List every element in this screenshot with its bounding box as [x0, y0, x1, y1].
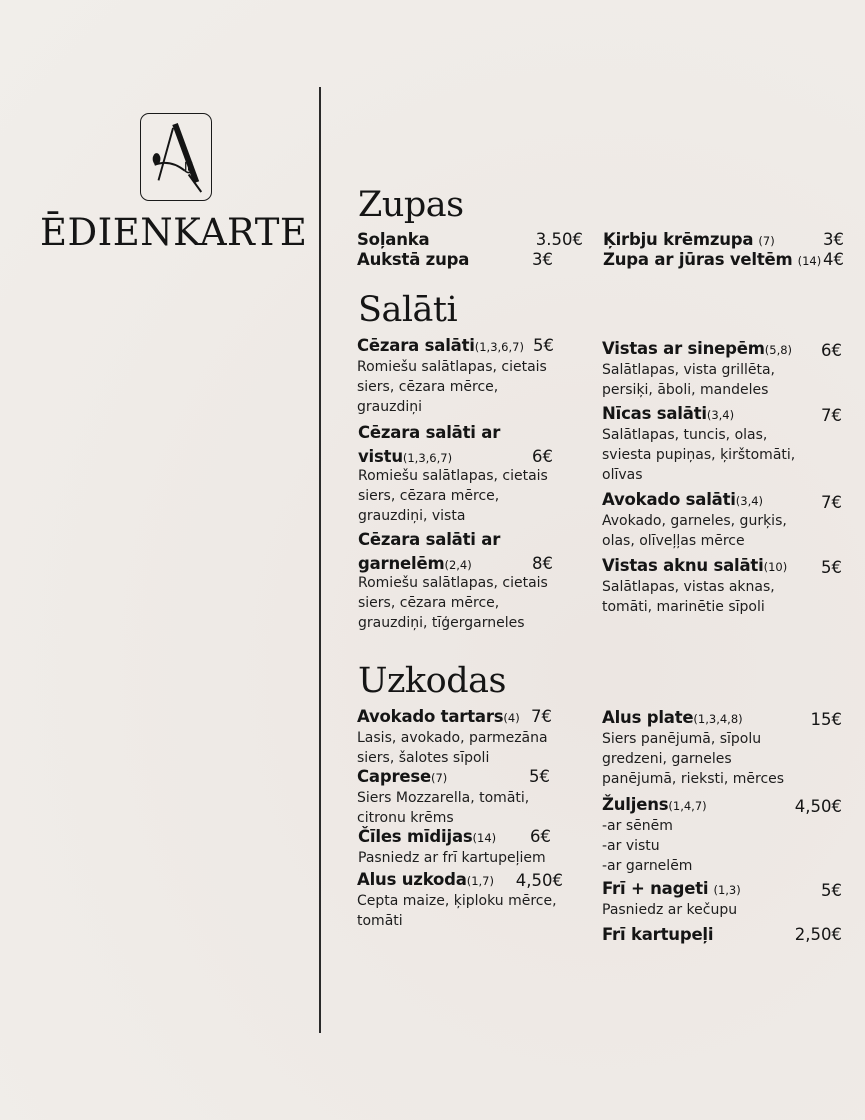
item-name: Žuljens: [602, 795, 669, 814]
menu-item: [357, 336, 554, 417]
item-allergens: (3,4): [735, 494, 764, 508]
menu-item: [603, 250, 844, 271]
item-price: 15€: [810, 710, 842, 729]
item-price: 4,50€: [515, 871, 563, 890]
menu-item: [602, 490, 842, 551]
menu-item: [602, 879, 842, 920]
menu-item: [358, 530, 553, 633]
item-description: Siers panējumā, sīpolu gredzeni, garneles panējumā, rieksti, mērces: [602, 731, 785, 787]
item-allergens: (4): [503, 711, 520, 725]
section-title-salati: Salāti: [358, 290, 458, 330]
vertical-divider: [319, 87, 321, 1033]
item-allergens: (1,3): [713, 883, 741, 897]
menu-item: [602, 795, 842, 876]
menu-item: [603, 230, 844, 251]
item-description: Cepta maize, ķiploku mērce, tomāti: [357, 893, 557, 929]
item-description: Avokado, garneles, gurķis, olas, olīveļļas mērce: [602, 513, 787, 549]
item-name: Avokado tartars: [357, 707, 504, 726]
menu-item: [357, 870, 563, 931]
item-price: 4€: [823, 250, 844, 269]
item-allergens: (1,7): [466, 874, 494, 888]
item-description: Lasis, avokado, parmezāna siers, šalotes sīpoli: [357, 730, 548, 766]
item-allergens: (14): [797, 254, 822, 268]
item-price: 5€: [529, 767, 550, 786]
menu-item: [357, 250, 553, 270]
item-allergens: (2,4): [444, 558, 472, 572]
item-description: Romiešu salātlapas, cietais siers, cēzara mērce, grauzdiņi, vista: [358, 468, 548, 524]
item-description: Romiešu salātlapas, cietais siers, cēzara mērce, grauzdiņi, tīģergarneles: [358, 575, 548, 631]
menu-item: [357, 767, 550, 828]
item-name: Frī kartupeļi: [602, 925, 714, 944]
item-name: vistu: [358, 447, 403, 466]
item-price: 5€: [821, 558, 842, 577]
item-description: Salātlapas, tuncis, olas, sviesta pupiņas, ķirštomāti, olīvas: [602, 427, 796, 483]
item-price: 7€: [531, 707, 552, 726]
item-allergens: (1,4,7): [668, 799, 707, 813]
item-name: Nīcas salāti: [602, 404, 707, 423]
item-allergens: (1,3,6,7): [402, 451, 453, 465]
item-allergens: (14): [472, 831, 497, 845]
menu-item: [357, 230, 583, 250]
item-name: Caprese: [357, 767, 431, 786]
menu-item: [602, 339, 842, 400]
item-price: 3.50€: [535, 230, 583, 249]
item-name: Aukstā zupa: [357, 250, 470, 269]
item-allergens: (5,8): [764, 343, 793, 357]
item-allergens: (3,4): [706, 408, 735, 422]
item-description: Salātlapas, vistas aknas, tomāti, marinētie sīpoli: [602, 579, 775, 615]
item-name: Cēzara salāti ar: [358, 530, 501, 549]
item-name: Soļanka: [357, 230, 430, 249]
item-price: 6€: [532, 447, 553, 466]
item-price: 2,50€: [794, 925, 842, 944]
item-name: Vistas ar sinepēm: [602, 339, 765, 358]
item-name: Cēzara salāti: [357, 336, 475, 355]
item-description: Salātlapas, vista grillēta, persiķi, āboli, mandeles: [602, 362, 775, 398]
item-name: Ķirbju krēmzupa: [603, 230, 754, 249]
item-price: 7€: [821, 406, 842, 425]
menu-item: [602, 556, 842, 617]
item-description: Romiešu salātlapas, cietais siers, cēzara mērce, grauzdiņi: [357, 359, 547, 415]
item-allergens: (10): [763, 560, 788, 574]
item-allergens: (7): [431, 771, 448, 785]
item-price: 4,50€: [794, 797, 842, 816]
menu-item: [358, 423, 553, 526]
item-name: Alus uzkoda: [357, 870, 467, 889]
item-allergens: (7): [758, 234, 775, 248]
section-title-zupas: Zupas: [358, 185, 464, 225]
item-description: -ar sēnēm -ar vistu -ar garnelēm: [602, 818, 693, 874]
item-name: Cēzara salāti ar: [358, 423, 501, 442]
item-price: 7€: [821, 493, 842, 512]
menu-item: [357, 707, 552, 768]
restaurant-logo: [140, 113, 212, 201]
item-price: 5€: [533, 336, 554, 355]
item-price: 8€: [532, 554, 553, 573]
menu-item: [602, 925, 842, 945]
section-title-uzkodas: Uzkodas: [358, 661, 506, 701]
item-name: Čīles mīdijas: [358, 827, 473, 846]
item-price: 6€: [821, 341, 842, 360]
menu-title: ĒDIENKARTE: [40, 211, 308, 254]
item-description: Pasniedz ar kečupu: [602, 902, 738, 918]
item-name: Zupa ar jūras veltēm: [603, 250, 793, 269]
menu-item: [602, 708, 842, 789]
menu-item: [602, 404, 842, 485]
logo-a-fork-icon: [141, 114, 211, 200]
item-name: Frī + nageti: [602, 879, 709, 898]
item-name: Alus plate: [602, 708, 694, 727]
item-price: 6€: [530, 827, 551, 846]
menu-item: [358, 827, 551, 868]
item-price: 5€: [821, 881, 842, 900]
item-allergens: (1,3,4,8): [693, 712, 743, 726]
item-description: Siers Mozzarella, tomāti, citronu krēms: [357, 790, 530, 826]
item-price: 3€: [532, 250, 553, 269]
item-name: Vistas aknu salāti: [602, 556, 764, 575]
item-name: garnelēm: [358, 554, 445, 573]
item-price: 3€: [823, 230, 844, 249]
item-allergens: (1,3,6,7): [474, 340, 524, 354]
item-description: Pasniedz ar frī kartupeļiem: [358, 850, 546, 866]
item-name: Avokado salāti: [602, 490, 736, 509]
